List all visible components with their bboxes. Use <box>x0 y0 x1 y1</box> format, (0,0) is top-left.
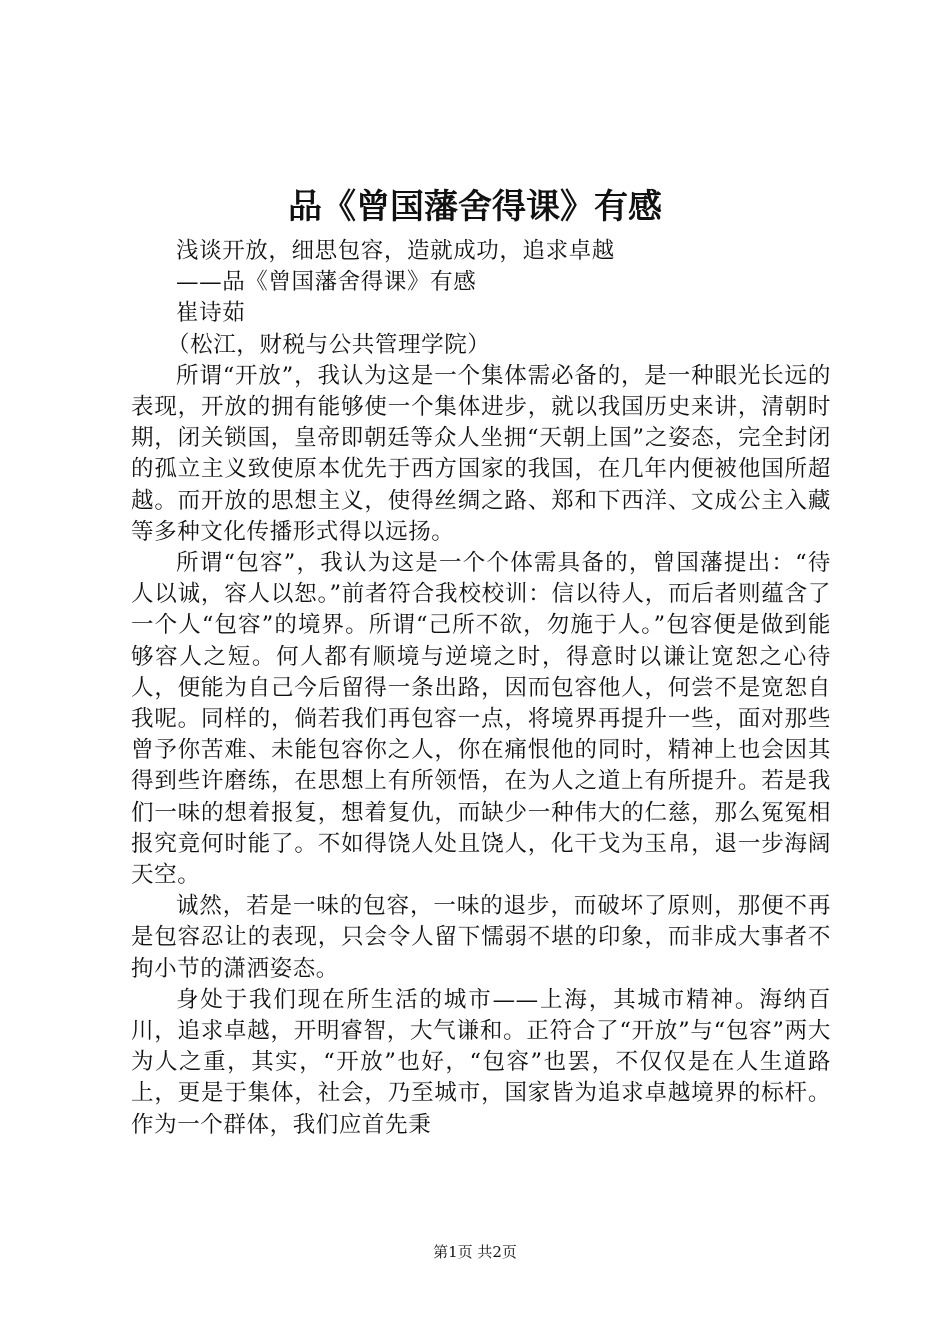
subtitle-secondary: ——品《曾国藩舍得课》有感 <box>176 269 477 296</box>
document-title: 品《曾国藩舍得课》有感 <box>288 187 662 227</box>
author-name: 崔诗茹 <box>176 300 246 327</box>
page-footer: 第1页 共2页 <box>433 1243 517 1261</box>
paragraph: 诚然，若是一味的包容，一味的退步，而破坏了原则，那便不再是包容忍让的表现，只会令人留下懦弱不堪的印象，而非成大事者不拘小节的潇洒姿态。 <box>131 893 831 982</box>
paragraph: 所谓“包容”，我认为这是一个个体需具备的，曾国藩提出：“待人以诚，容人以恕。”前者符合我校校训：信以待人，而后者则蕴含了一个人“包容”的境界。所谓“己所不欲，勿施于人。”包容便是做到能够容人之短。何人都有顺境与逆境之时，得意时以谦让宽恕之心待人，便能为自己今后留得一条出路，因而包容他人，何尝不是宽恕自我呢。同样的，倘若我们再包容一点，将境界再提升一些，面对那些曾予你苦难、未能包容你之人，你在痛恨他的同时，精神上也会因其得到些许磨练，在思想上有所领悟，在为人之道上有所提升。若是我们一味的想着报复，想着复仇，而缺少一种伟大的仁慈，那么冤冤相报究竟何时能了。不如得饶人处且饶人，化干戈为玉帛，退一步海阔天空。 <box>131 550 831 889</box>
document-body <box>131 236 831 1141</box>
author-affiliation: （松江，财税与公共管理学院） <box>167 331 491 358</box>
paragraph: 所谓“开放”，我认为这是一个集体需必备的，是一种眼光长远的表现，开放的拥有能够使一个集体进步，就以我国历史来讲，清朝时期，闭关锁国，皇帝即朝廷等众人坐拥“天朝上国”之姿态，完全封闭的孤立主义致使原本优先于西方国家的我国，在几年内便被他国所超越。而开放的思想主义，使得丝绸之路、郑和下西洋、文成公主入藏等多种文化传播形式得以远扬。 <box>131 362 831 545</box>
paragraph: 身处于我们现在所生活的城市——上海，其城市精神。海纳百川，追求卓越，开明睿智，大气谦和。正符合了“开放”与“包容”两大为人之重，其实，“开放”也好，“包容”也罢，不仅仅是在人生道路上，更是于集体，社会，乃至城市，国家皆为追求卓越境界的标杆。作为一个群体，我们应首先秉 <box>131 986 831 1138</box>
subtitle: 浅谈开放，细思包容，造就成功，追求卓越 <box>176 238 615 264</box>
